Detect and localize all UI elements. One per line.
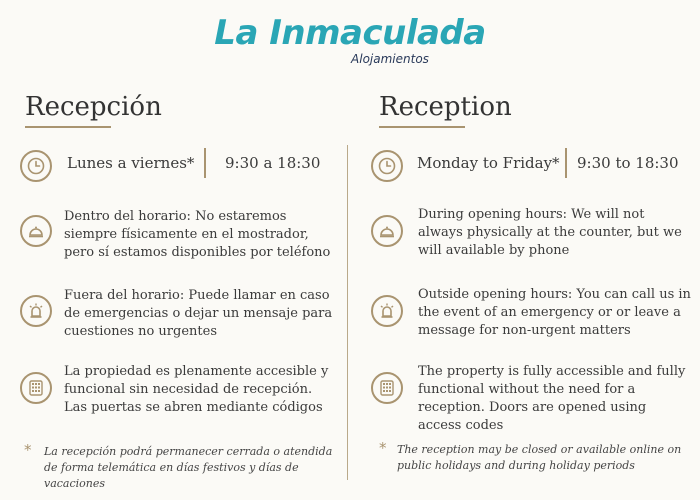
keypad-icon — [371, 372, 403, 404]
english-heading: Reception — [379, 92, 512, 122]
hours-separator — [204, 148, 206, 178]
english-hours-days: Monday to Friday* — [417, 154, 560, 172]
emergency-siren-icon — [20, 295, 52, 327]
english-heading-underline — [379, 126, 465, 128]
spanish-hours-row — [0, 148, 330, 184]
column-divider — [347, 145, 348, 480]
english-info-3: The property is fully accessible and fully functional without the need for a reception. Doors are opened using access codes — [418, 364, 686, 433]
emergency-siren-icon — [371, 295, 403, 327]
english-info-1: During opening hours: We will not always physically at the counter, but we will available by phone — [418, 207, 682, 258]
spanish-note-asterisk: * — [24, 441, 32, 459]
spanish-heading-underline — [25, 126, 111, 128]
hours-separator — [565, 148, 567, 178]
keypad-icon — [20, 372, 52, 404]
spanish-column — [0, 0, 333, 500]
spanish-info-3: La propiedad es plenamente accesible y funcional sin necesidad de recepción. Las puertas se abren mediante códigos — [64, 364, 329, 415]
brand-name: La Inmaculada — [214, 13, 486, 53]
english-note-asterisk: * — [379, 439, 387, 457]
brand-tagline: Alojamientos — [351, 52, 429, 66]
spanish-info-2: Fuera del horario: Puede llamar en caso de emergencias o dejar un mensaje para cuestiones no urgentes — [64, 288, 333, 339]
english-info-2: Outside opening hours: You can call us in the event of an emergency or or leave a message for non-urgent matters — [418, 287, 691, 338]
reception-bell-icon — [20, 215, 52, 247]
spanish-info-1: Dentro del horario: No estaremos siempre físicamente en el mostrador, pero sí estamos disponibles por teléfono — [64, 209, 331, 260]
spanish-hours-time: 9:30 a 18:30 — [225, 154, 321, 172]
spanish-note: La recepción podrá permanecer cerrada o atendida de forma telemática en días festivos y días de vacaciones — [44, 445, 333, 490]
english-hours-time: 9:30 to 18:30 — [577, 154, 679, 172]
spanish-heading: Recepción — [25, 92, 162, 122]
english-note: The reception may be closed or available online on public holidays and during holiday periods — [397, 443, 682, 472]
english-hours-row — [355, 148, 700, 184]
spanish-hours-days: Lunes a viernes* — [67, 154, 195, 172]
reception-bell-icon — [371, 215, 403, 247]
english-column — [355, 0, 700, 500]
